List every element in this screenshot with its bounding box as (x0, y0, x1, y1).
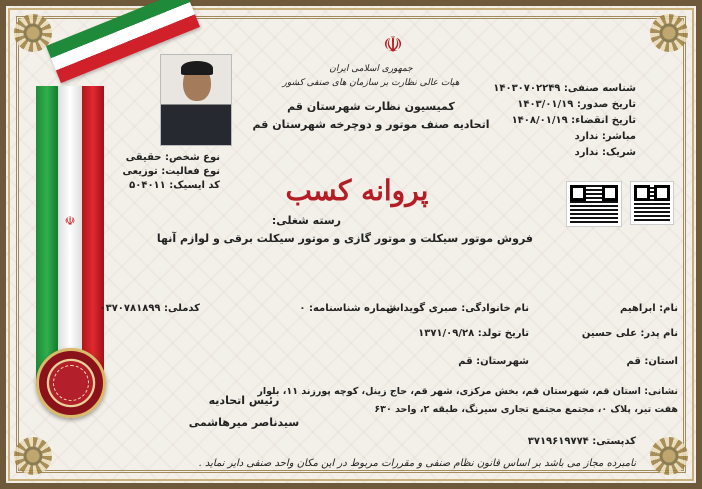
corner-ornament-icon (14, 437, 52, 475)
partner: شریک: ندارد (574, 147, 636, 158)
union-text: اتحادیه صنف موتور و دوچرخه شهرستان قم (252, 118, 490, 131)
person-type: نوع شخص: حقیقی (125, 152, 220, 163)
commission-text: کمیسیون نظارت شهرستان قم (287, 100, 455, 113)
footer-note: نامبرده مجاز می باشد بر اساس قانون نظام صنفی و مقررات مربوط در این مکان واحد صنفی دایر نماید . (198, 458, 636, 469)
national-code: کدملی: ۰۳۷۰۷۸۱۸۹۹ (99, 303, 200, 314)
gold-seal-icon (36, 348, 106, 418)
father-name: نام پدر: علی حسین (581, 328, 678, 339)
corner-ornament-icon (650, 437, 688, 475)
first-name: نام: ابراهیم (619, 303, 678, 314)
field-label: رسته شغلی: (271, 214, 341, 227)
birth-date: تاریخ تولد: ۱۳۷۱/۰۹/۲۸ (418, 328, 529, 339)
corner-ornament-icon (650, 14, 688, 52)
city: شهرستان: قم (458, 356, 529, 367)
issue-date: تاریخ صدور: ۱۴۰۳/۰۱/۱۹ (517, 99, 636, 110)
isic-code: کد ایسیک: ۵۰۴۰۱۱ (129, 180, 220, 191)
signature-name: سیدناصر میرهاشمی (188, 416, 300, 429)
address-line-1: نشانی: استان قم، شهرستان قم، بخش مرکزی، شهر قم، حاج زینل، کوچه پورزند ۱۱، بلوار (257, 386, 678, 397)
signature-role: رئیس اتحادیه (208, 394, 280, 407)
activity-type: نوع فعالیت: توزیعی (122, 166, 220, 177)
holder-photo (160, 54, 232, 146)
supreme-board-text: هیات عالی نظارت بر سازمان های صنفی کشور (282, 78, 460, 88)
address-line-2: هفت تیر، پلاک ۰، مجتمع مجتمع تجاری سیرنگ، طبقه ۲، واحد ۶۳۰ (374, 404, 678, 415)
id-number: شماره شناسنامه: ۰ (299, 303, 396, 314)
field-value: فروش موتور سیکلت و موتور گازی و موتور سیکلت برقی و لوازم آنها (156, 232, 533, 245)
certificate-title: پروانه کسب (285, 174, 429, 207)
postal-code: کدپستی: ۳۷۱۹۶۱۹۷۷۴ (527, 436, 636, 447)
republic-text: جمهوری اسلامی ایران (329, 64, 413, 74)
expiry-date: تاریخ انقضاء: ۱۴۰۸/۰۱/۱۹ (511, 115, 636, 126)
family-name: نام خانوادگی: صبری گویداش (386, 303, 529, 314)
flag-emblem-icon: ☫ (64, 214, 76, 228)
province: استان: قم (626, 356, 678, 367)
iran-flag-ribbon (36, 64, 106, 394)
iran-emblem-icon: ☫ (383, 33, 403, 58)
guild-id: شناسه صنفی: ۱۴۰۳۰۷۰۲۲۴۹ (493, 83, 636, 94)
agent: مباشر: ندارد (574, 131, 636, 142)
